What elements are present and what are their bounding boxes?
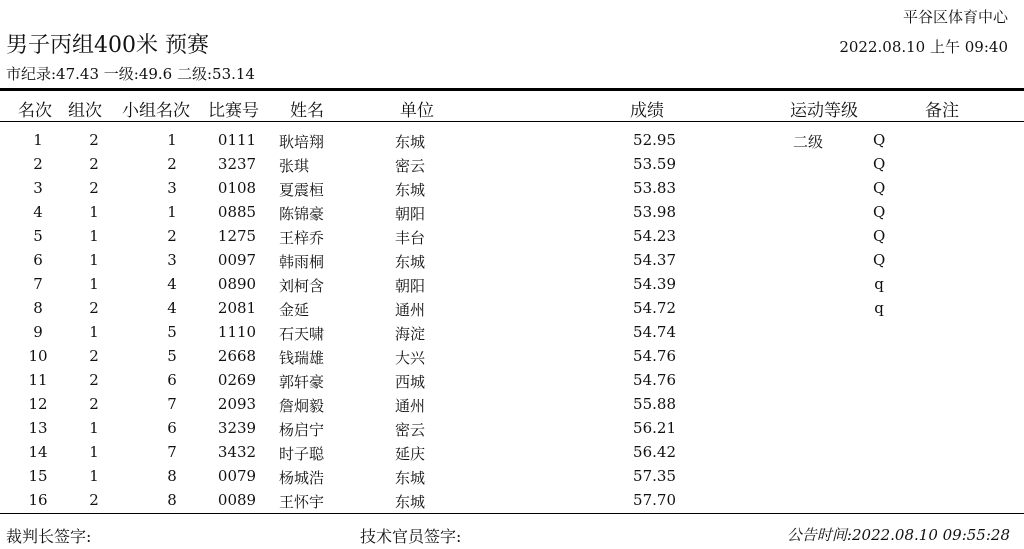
sub-rank-cell: 6 [167, 419, 177, 437]
rank-cell: 9 [33, 323, 43, 341]
result-cell: 54.76 [633, 347, 676, 365]
rank-cell: 2 [33, 155, 43, 173]
group-cell: 2 [89, 131, 99, 149]
group-cell: 1 [89, 275, 99, 293]
table-row [0, 368, 1024, 392]
sub-rank-cell: 2 [167, 227, 177, 245]
sub-rank-cell: 6 [167, 371, 177, 389]
rank-cell: 4 [33, 203, 43, 221]
rank-cell: 15 [28, 467, 48, 485]
sub-rank-cell: 1 [167, 203, 177, 221]
result-cell: 54.76 [633, 371, 676, 389]
table-row [0, 440, 1024, 464]
table-top-rule [0, 88, 1024, 91]
unit-cell: 东城 [395, 181, 426, 199]
table-row [0, 320, 1024, 344]
bib-number-cell: 2668 [217, 347, 257, 365]
group-cell: 1 [89, 323, 99, 341]
unit-cell: 朝阳 [395, 277, 426, 295]
result-cell: 55.88 [633, 395, 676, 413]
result-cell: 54.74 [633, 323, 676, 341]
athlete-name-cell: 詹炯毅 [279, 397, 325, 415]
unit-cell: 海淀 [395, 325, 426, 343]
note-cell: Q [873, 131, 886, 149]
bib-number-cell: 3237 [217, 155, 257, 173]
bib-number-cell: 0885 [217, 203, 257, 221]
table-row [0, 464, 1024, 488]
unit-cell: 通州 [395, 397, 426, 415]
result-cell: 53.98 [633, 203, 676, 221]
bib-number-cell: 0890 [217, 275, 257, 293]
column-header-number: 比赛号 [208, 101, 259, 121]
group-cell: 2 [89, 155, 99, 173]
note-cell: Q [873, 251, 886, 269]
rank-cell: 16 [28, 491, 48, 509]
result-cell: 54.37 [633, 251, 676, 269]
note-cell: Q [873, 179, 886, 197]
technical-official-signature-label: 技术官员签字: [360, 527, 462, 546]
group-cell: 1 [89, 251, 99, 269]
bib-number-cell: 3432 [217, 443, 257, 461]
table-row [0, 152, 1024, 176]
rank-cell: 10 [28, 347, 48, 365]
athlete-name-cell: 杨城浩 [279, 469, 325, 487]
unit-cell: 东城 [395, 493, 426, 511]
venue-name: 平谷区体育中心 [902, 8, 1008, 26]
sub-rank-cell: 8 [167, 467, 177, 485]
result-cell: 57.35 [633, 467, 676, 485]
result-cell: 53.83 [633, 179, 676, 197]
column-header-note: 备注 [925, 101, 959, 121]
rank-cell: 8 [33, 299, 43, 317]
bib-number-cell: 0079 [217, 467, 257, 485]
table-row [0, 392, 1024, 416]
table-row [0, 224, 1024, 248]
table-row [0, 416, 1024, 440]
result-cell: 54.23 [633, 227, 676, 245]
unit-cell: 密云 [395, 421, 426, 439]
athlete-name-cell: 耿培翔 [279, 133, 325, 151]
column-header-sub-rank: 小组名次 [122, 101, 190, 121]
chief-referee-signature-label: 裁判长签字: [6, 527, 92, 546]
sub-rank-cell: 8 [167, 491, 177, 509]
sub-rank-cell: 7 [167, 395, 177, 413]
result-cell: 54.72 [633, 299, 676, 317]
unit-cell: 西城 [395, 373, 426, 391]
athlete-name-cell: 钱瑞雄 [279, 349, 325, 367]
sub-rank-cell: 5 [167, 347, 177, 365]
header-rule [0, 121, 1024, 122]
unit-cell: 通州 [395, 301, 426, 319]
sub-rank-cell: 7 [167, 443, 177, 461]
rank-cell: 12 [28, 395, 48, 413]
note-cell: Q [873, 203, 886, 221]
result-cell: 56.42 [633, 443, 676, 461]
result-cell: 57.70 [633, 491, 676, 509]
unit-cell: 密云 [395, 157, 426, 175]
table-row [0, 248, 1024, 272]
rank-cell: 13 [28, 419, 48, 437]
group-cell: 1 [89, 443, 99, 461]
athlete-name-cell: 王梓乔 [279, 229, 325, 247]
note-cell: Q [873, 155, 886, 173]
column-header-level: 运动等级 [790, 101, 858, 121]
bib-number-cell: 2081 [217, 299, 257, 317]
sub-rank-cell: 4 [167, 275, 177, 293]
bib-number-cell: 0111 [217, 131, 257, 149]
rank-cell: 3 [33, 179, 43, 197]
column-header-result: 成绩 [630, 101, 664, 121]
page-title: 男子丙组400米 预赛 [6, 33, 209, 58]
sub-rank-cell: 3 [167, 179, 177, 197]
bib-number-cell: 3239 [217, 419, 257, 437]
table-row [0, 200, 1024, 224]
rank-cell: 5 [33, 227, 43, 245]
record-standards: 市纪录:47.43 一级:49.6 二级:53.14 [6, 65, 255, 83]
rank-cell: 14 [28, 443, 48, 461]
athlete-name-cell: 刘柯含 [279, 277, 325, 295]
rank-cell: 6 [33, 251, 43, 269]
table-row [0, 296, 1024, 320]
group-cell: 2 [89, 491, 99, 509]
note-cell: Q [873, 227, 886, 245]
note-cell: q [874, 275, 884, 293]
athlete-name-cell: 王怀宇 [279, 493, 325, 511]
athlete-name-cell: 张琪 [279, 157, 310, 175]
rank-cell: 7 [33, 275, 43, 293]
athlete-name-cell: 韩雨桐 [279, 253, 325, 271]
group-cell: 1 [89, 467, 99, 485]
unit-cell: 大兴 [395, 349, 426, 367]
group-cell: 1 [89, 203, 99, 221]
bib-number-cell: 1110 [217, 323, 257, 341]
sub-rank-cell: 5 [167, 323, 177, 341]
group-cell: 1 [89, 227, 99, 245]
unit-cell: 丰台 [395, 229, 426, 247]
unit-cell: 朝阳 [395, 205, 426, 223]
group-cell: 2 [89, 371, 99, 389]
athlete-name-cell: 杨启宁 [279, 421, 325, 439]
bib-number-cell: 0089 [217, 491, 257, 509]
column-header-group: 组次 [68, 101, 102, 121]
bib-number-cell: 0108 [217, 179, 257, 197]
bib-number-cell: 0269 [217, 371, 257, 389]
athlete-name-cell: 石天啸 [279, 325, 325, 343]
result-cell: 52.95 [633, 131, 676, 149]
unit-cell: 东城 [395, 133, 426, 151]
rank-cell: 11 [28, 371, 48, 389]
group-cell: 2 [89, 395, 99, 413]
sub-rank-cell: 1 [167, 131, 177, 149]
sub-rank-cell: 2 [167, 155, 177, 173]
table-row [0, 128, 1024, 152]
athlete-name-cell: 陈锦豪 [279, 205, 325, 223]
level-cell: 二级 [793, 133, 824, 151]
column-header-unit: 单位 [400, 101, 434, 121]
event-datetime: 2022.08.10 上午 09:40 [839, 38, 1008, 56]
group-cell: 2 [89, 179, 99, 197]
group-cell: 1 [89, 419, 99, 437]
group-cell: 2 [89, 299, 99, 317]
sub-rank-cell: 3 [167, 251, 177, 269]
athlete-name-cell: 郭轩豪 [279, 373, 325, 391]
column-header-rank: 名次 [18, 101, 52, 121]
table-row [0, 488, 1024, 512]
bib-number-cell: 0097 [217, 251, 257, 269]
publish-timestamp: 公告时间:2022.08.10 09:55:28 [786, 526, 1010, 544]
result-cell: 54.39 [633, 275, 676, 293]
rank-cell: 1 [33, 131, 43, 149]
athlete-name-cell: 金延 [279, 301, 310, 319]
sub-rank-cell: 4 [167, 299, 177, 317]
athlete-name-cell: 夏震桓 [279, 181, 325, 199]
unit-cell: 东城 [395, 469, 426, 487]
result-cell: 56.21 [633, 419, 676, 437]
athlete-name-cell: 时子聪 [279, 445, 325, 463]
group-cell: 2 [89, 347, 99, 365]
column-header-name: 姓名 [290, 101, 324, 121]
table-row [0, 344, 1024, 368]
result-cell: 53.59 [633, 155, 676, 173]
note-cell: q [874, 299, 884, 317]
table-bottom-rule [0, 513, 1024, 514]
table-row [0, 176, 1024, 200]
table-row [0, 272, 1024, 296]
unit-cell: 东城 [395, 253, 426, 271]
unit-cell: 延庆 [395, 445, 426, 463]
bib-number-cell: 1275 [217, 227, 257, 245]
bib-number-cell: 2093 [217, 395, 257, 413]
